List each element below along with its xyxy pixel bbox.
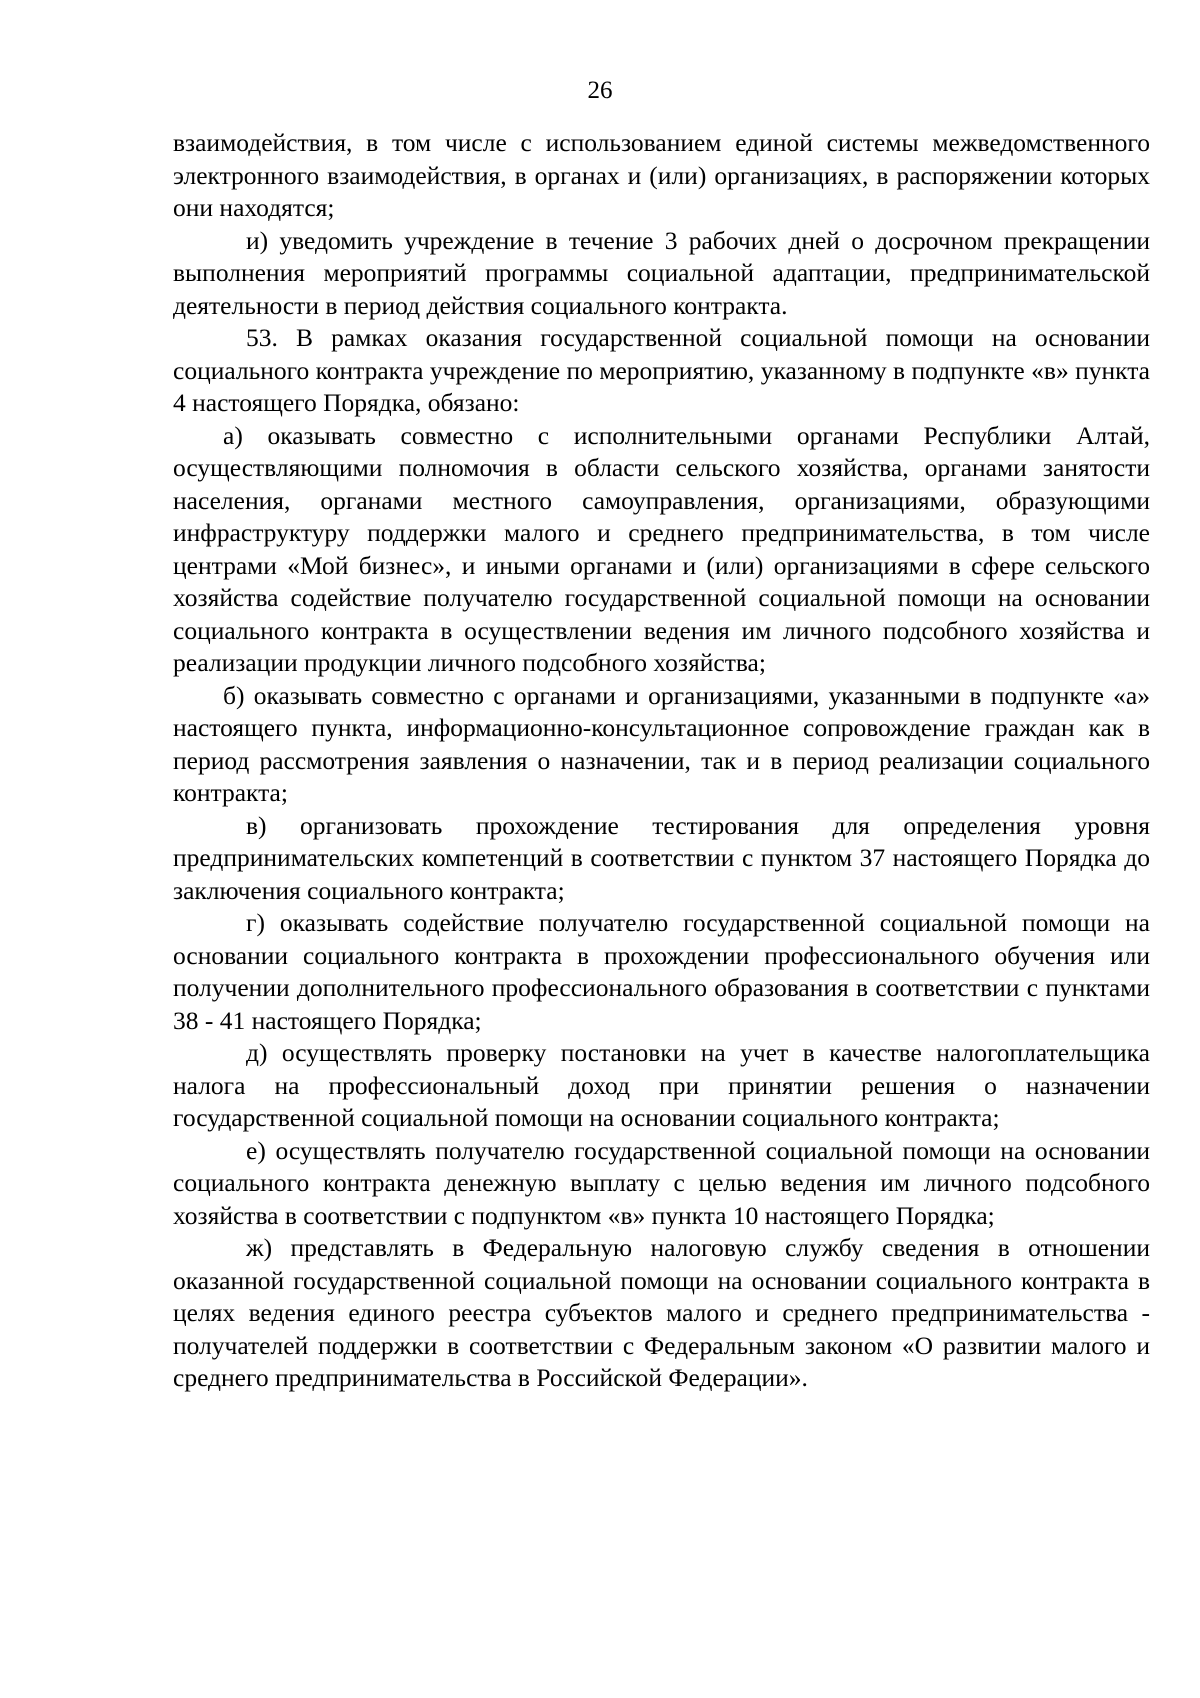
paragraph-subitem-v: в) организовать прохождение тестирования для определения уровня предпринимательских компетенций в соответствии с пунктом 37 настоящего Порядка до заключения социального контракта; [173,810,1150,905]
paragraph-subitem-i: и) уведомить учреждение в течение 3 рабочих дней о досрочном прекращении выполнения мероприятий программы социальной адаптации, предпринимательской деятельности в период действия социального контракта. [173,225,1150,320]
paragraph-subitem-g: г) оказывать содействие получателю государственной социальной помощи на основании социального контракта в прохождении профессионального обучения или получении дополнительного профессионального образования в соответствии с пунктами 38 - 41 настоящего Порядка; [173,908,1150,1035]
page-number: 26 [587,77,613,104]
document-body [173,127,1150,1395]
paragraph-subitem-a: а) оказывать совместно с исполнительными органами Республики Алтай, осуществляющими полномочия в области сельского хозяйства, органами занятости населения, органами местного самоуправления, организациями, образующими инфраструктуру поддержки малого и среднего предпринимательства, в том числе центрами «Мой бизнес», и иными органами и (или) организациями в сфере сельского хозяйства содействие получателю государственной социальной помощи на основании социального контракта в осуществлении ведения им личного подсобного хозяйства и реализации продукции личного подсобного хозяйства; [173,420,1150,677]
paragraph-subitem-b: б) оказывать совместно с органами и организациями, указанными в подпункте «а» настоящего пункта, информационно-консультационное сопровождение граждан как в период рассмотрения заявления о назначении, так и в период реализации социального контракта; [173,680,1150,807]
paragraph-clause-53: 53. В рамках оказания государственной социальной помощи на основании социального контракта учреждение по мероприятию, указанному в подпункте «в» пункта 4 настоящего Порядка, обязано: [173,323,1150,417]
paragraph-subitem-d: д) осуществлять проверку постановки на учет в качестве налогоплательщика налога на профессиональный доход при принятии решения о назначении государственной социальной помощи на основании социального контракта; [173,1038,1150,1132]
paragraph-subitem-e: е) осуществлять получателю государственной социальной помощи на основании социального контракта денежную выплату с целью ведения им личного подсобного хозяйства в соответствии с подпунктом «в» пункта 10 настоящего Порядка; [173,1135,1150,1230]
paragraph-subitem-zh: ж) представлять в Федеральную налоговую службу сведения в отношении оказанной государственной социальной помощи на основании социального контракта в целях ведения единого реестра субъектов малого и среднего предпринимательства - получателей поддержки в соответствии с Федеральным законом «О развитии малого и среднего предпринимательства в Российской Федерации». [173,1233,1150,1392]
paragraph-continuation: взаимодействия, в том числе с использованием единой системы межведомственного электронного взаимодействия, в органах и (или) организациях, в распоряжении которых они находятся; [173,128,1150,222]
